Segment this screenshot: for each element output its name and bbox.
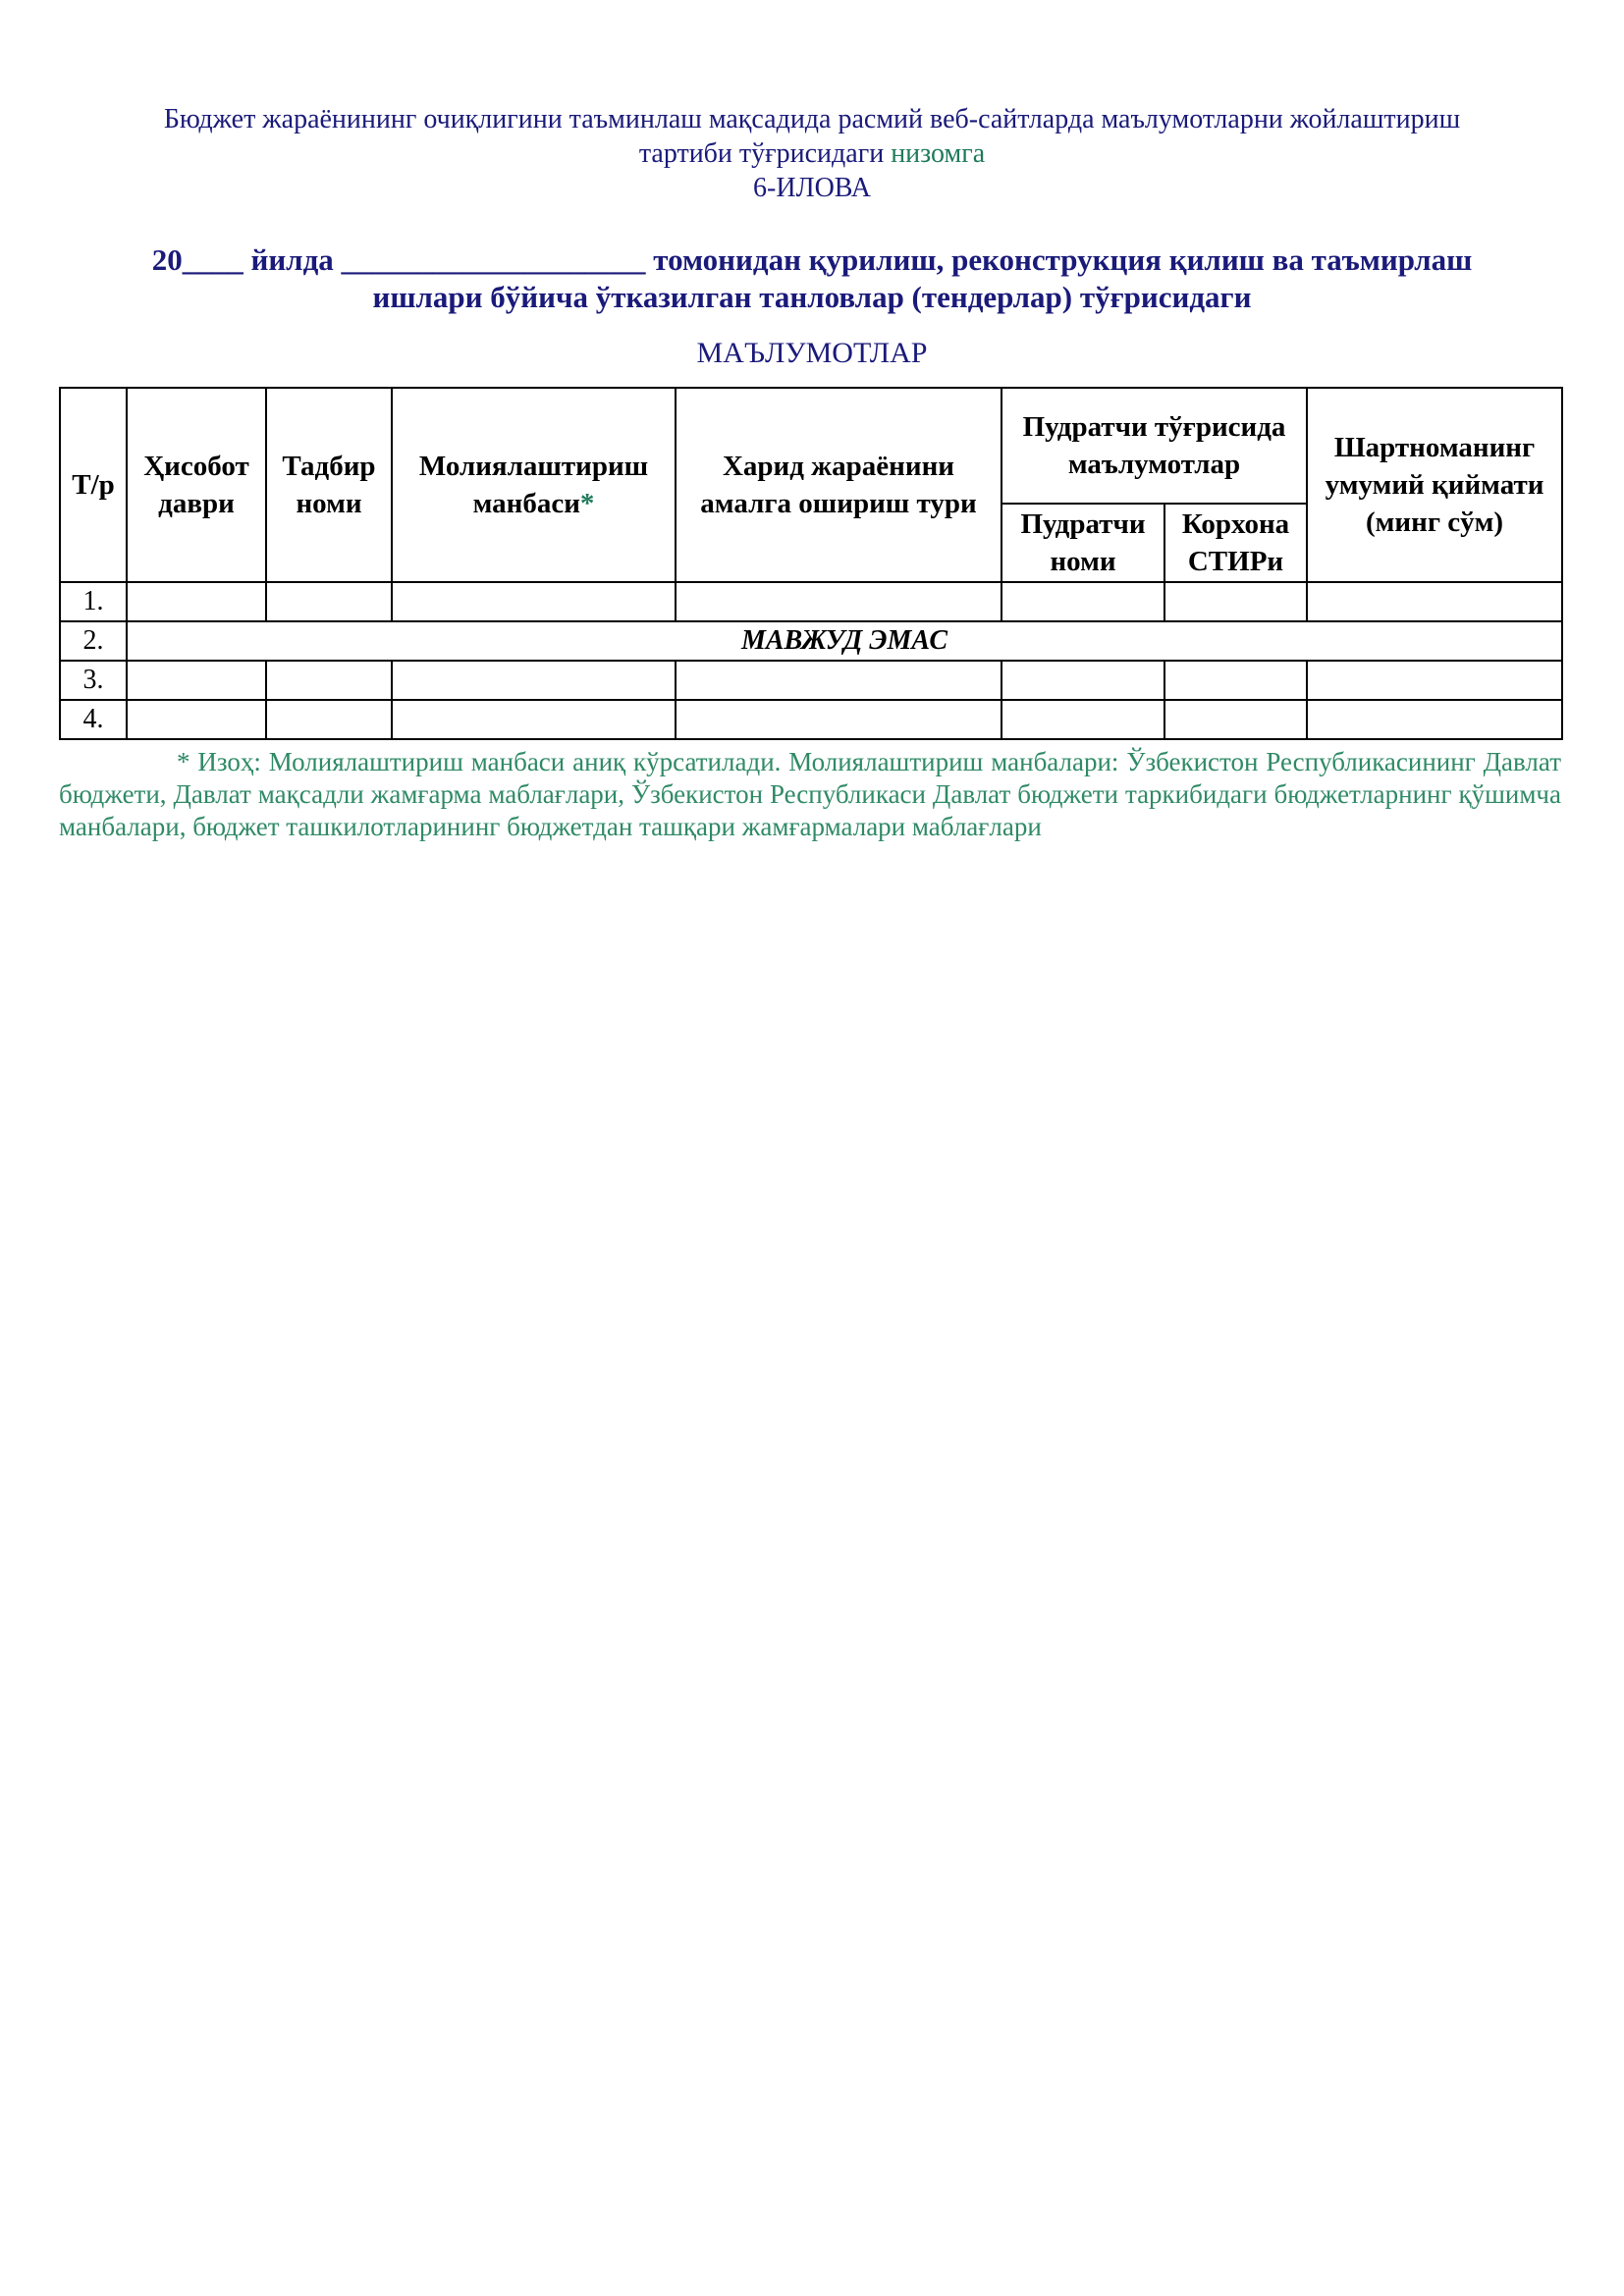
document-header <box>79 102 1545 205</box>
footnote: * Изоҳ: Молиялаштириш манбаси аниқ кўрсатилади. Молиялаштириш манбалари: Ўзбекистон Республикасининг Давлат бюджети, Давлат мақсадли жамғарма маблағлари, Ўзбекистон Республикаси Давлат бюджети таркибидаги бюджетларнинг қўшимча манбалари, бюджет ташкилотларининг бюджетдан ташқари жамғармалари маблағлари <box>59 747 1561 841</box>
header-line-2-text: тартиби тўғрисидаги <box>638 138 885 169</box>
table-row <box>60 621 1562 661</box>
header-tr: Т/р <box>60 388 127 582</box>
header-contract-value: Шартноманинг умумий қиймати (минг сўм) <box>1307 388 1562 582</box>
cell <box>392 582 676 621</box>
header-line-1: Бюджет жараёнининг очиқлигини таъминлаш мақсадида расмий веб-сайтларда маълумотларни жойлаштириш <box>163 104 1461 134</box>
funding-source-label: Молиялаштириш манбаси <box>418 451 649 519</box>
cell <box>1001 582 1164 621</box>
header-report-period: Ҳисобот даври <box>127 388 266 582</box>
cell <box>392 700 676 739</box>
title-line-1: 20____ йилда ____________________ томонидан қурилиш, реконструкция қилиш ва таъмирлаш <box>151 242 1473 277</box>
row-number: 4. <box>60 700 127 739</box>
header-funding-source <box>392 388 676 582</box>
document-subtitle: МАЪЛУМОТЛАР <box>696 337 928 369</box>
cell <box>1001 700 1164 739</box>
cell <box>676 700 1001 739</box>
cell <box>266 700 392 739</box>
not-available-note: МАВЖУД ЭМАС <box>127 621 1562 661</box>
appendix-label: 6-ИЛОВА <box>753 173 871 203</box>
row-number: 3. <box>60 661 127 700</box>
row-number: 1. <box>60 582 127 621</box>
tenders-table <box>59 387 1563 740</box>
header-procurement-type: Харид жараёнини амалга ошириш тури <box>676 388 1001 582</box>
header-contractor-info: Пудратчи тўғрисида маълумотлар <box>1001 388 1307 504</box>
cell <box>1307 700 1562 739</box>
cell <box>127 700 266 739</box>
header-contractor-name: Пудратчи номи <box>1001 504 1164 582</box>
cell <box>266 582 392 621</box>
cell <box>392 661 676 700</box>
cell <box>676 582 1001 621</box>
header-event-name: Тадбир номи <box>266 388 392 582</box>
table-row <box>60 700 1562 739</box>
cell <box>266 661 392 700</box>
cell <box>1001 661 1164 700</box>
cell <box>676 661 1001 700</box>
cell <box>1164 700 1307 739</box>
header-company-tin: Корхона СТИРи <box>1164 504 1307 582</box>
cell <box>1307 661 1562 700</box>
table-header-row <box>60 388 1562 504</box>
cell <box>127 582 266 621</box>
cell <box>1164 582 1307 621</box>
title-line-2: ишлари бўйича ўтказилган танловлар (тендерлар) тўғрисидаги <box>372 280 1252 314</box>
footnote-marker: * <box>579 488 595 519</box>
header-line-2 <box>79 136 1545 171</box>
cell <box>1307 582 1562 621</box>
document-title <box>59 241 1565 316</box>
table-row <box>60 661 1562 700</box>
row-number: 2. <box>60 621 127 661</box>
regulation-link[interactable]: низомга <box>891 138 986 169</box>
cell <box>1164 661 1307 700</box>
cell <box>127 661 266 700</box>
table-row <box>60 582 1562 621</box>
